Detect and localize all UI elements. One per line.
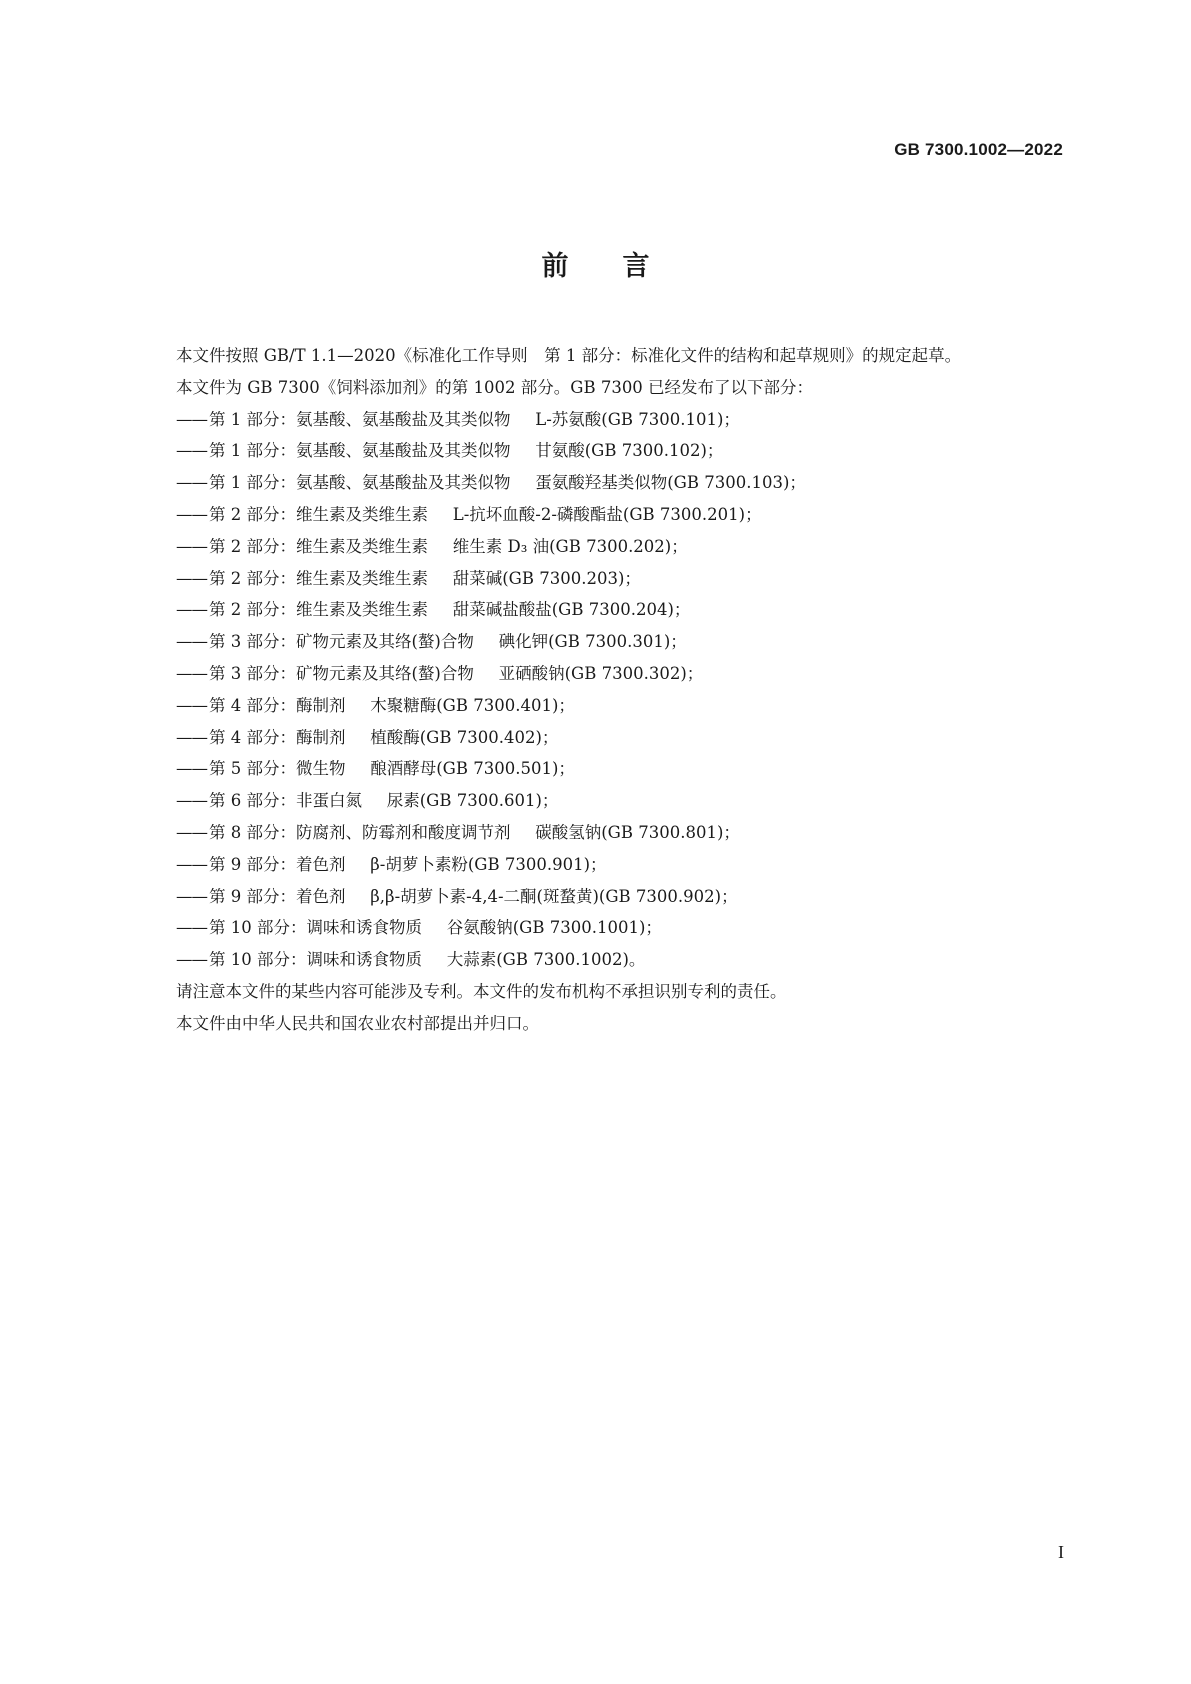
part-item: 尿素(GB 7300.601)； [386,791,559,811]
intro-paragraph-drafting-rules: 本文件按照 GB/T 1.1—2020《标准化工作导则 第 1 部分：标准化文件的结构和起草规则》的规定起草。 [176,346,962,365]
list-dash: —— [176,727,207,747]
part-item: 甜菜碱盐酸盐(GB 7300.204)； [452,600,691,620]
list-dash: —— [176,536,207,556]
part-item: 植酸酶(GB 7300.402)； [370,727,559,747]
list-item [143,944,1063,976]
part-item: 大蒜素(GB 7300.1002)。 [446,950,646,970]
part-heading: 第 1 部分：氨基酸、氨基酸盐及其类似物 [209,409,511,429]
part-heading: 第 1 部分：氨基酸、氨基酸盐及其类似物 [209,441,511,461]
list-item [143,690,1063,722]
list-dash: —— [176,600,207,620]
patent-notice: 请注意本文件的某些内容可能涉及专利。本文件的发布机构不承担识别专利的责任。 [176,981,787,1001]
part-heading: 第 2 部分：维生素及类维生素 [209,600,428,620]
part-heading: 第 10 部分：调味和诱食物质 [209,918,422,938]
part-item: 甜菜碱(GB 7300.203)； [452,568,641,588]
part-heading: 第 9 部分：着色剂 [209,886,346,906]
part-heading: 第 6 部分：非蛋白氮 [209,791,362,811]
part-heading: 第 4 部分：酶制剂 [209,727,346,747]
intro-paragraph-series-scope: 本文件为 GB 7300《饲料添加剂》的第 1002 部分。GB 7300 已经发布了以下部分： [176,377,814,397]
list-item [143,849,1063,881]
list-dash: —— [176,568,207,588]
list-dash: —— [176,854,207,874]
list-dash: —— [176,663,207,683]
list-item [143,499,1063,531]
part-heading: 第 10 部分：调味和诱食物质 [209,950,422,970]
list-item [143,753,1063,785]
part-heading: 第 8 部分：防腐剂、防霉剂和酸度调节剂 [209,822,511,842]
part-item: 谷氨酸钠(GB 7300.1001)； [446,918,662,938]
part-heading: 第 3 部分：矿物元素及其络(螯)合物 [209,663,474,683]
part-item: 甘氨酸(GB 7300.102)； [535,441,724,461]
list-dash: —— [176,950,207,970]
page-title: 前言 [541,251,704,282]
list-dash: —— [176,441,207,461]
part-item: β-胡萝卜素粉(GB 7300.901)； [370,854,607,874]
document-number: GB 7300.1002—2022 [894,140,1063,159]
part-heading: 第 4 部分：酶制剂 [209,695,346,715]
list-item [143,722,1063,754]
part-item: β,β-胡萝卜素-4,4-二酮(斑蝥黄)(GB 7300.902)； [370,886,738,906]
list-item [143,626,1063,658]
list-item [143,785,1063,817]
part-heading: 第 2 部分：维生素及类维生素 [209,536,428,556]
part-item: 亚硒酸钠(GB 7300.302)； [498,663,704,683]
list-dash: —— [176,409,207,429]
list-dash: —— [176,918,207,938]
published-parts-list [143,404,1063,976]
list-item [143,531,1063,563]
part-item: 碘化钾(GB 7300.301)； [498,632,687,652]
part-heading: 第 3 部分：矿物元素及其络(螯)合物 [209,632,474,652]
list-dash: —— [176,759,207,779]
list-item [143,563,1063,595]
preface-body [143,340,1063,1040]
page-number: I [1058,1542,1064,1562]
list-dash: —— [176,695,207,715]
part-item: 碳酸氢钠(GB 7300.801)； [535,822,740,842]
list-item [143,881,1063,913]
list-item [143,912,1063,944]
list-dash: —— [176,822,207,842]
proposer-statement: 本文件由中华人民共和国农业农村部提出并归口。 [176,1013,539,1033]
list-item [143,435,1063,467]
part-heading: 第 1 部分：氨基酸、氨基酸盐及其类似物 [209,473,511,493]
list-dash: —— [176,791,207,811]
part-item: L-苏氨酸(GB 7300.101)； [535,409,740,429]
list-item [143,404,1063,436]
list-dash: —— [176,886,207,906]
list-dash: —— [176,473,207,493]
part-item: L-抗坏血酸-2-磷酸酯盐(GB 7300.201)； [452,504,762,524]
list-item [143,594,1063,626]
list-item [143,467,1063,499]
part-item: 蛋氨酸羟基类似物(GB 7300.103)； [535,473,806,493]
part-item: 木聚糖酶(GB 7300.401)； [370,695,575,715]
part-heading: 第 9 部分：着色剂 [209,854,346,874]
part-heading: 第 2 部分：维生素及类维生素 [209,568,428,588]
list-item [143,658,1063,690]
list-dash: —— [176,504,207,524]
part-heading: 第 2 部分：维生素及类维生素 [209,504,428,524]
list-item [143,817,1063,849]
part-heading: 第 5 部分：微生物 [209,759,346,779]
part-item: 维生素 D₃ 油(GB 7300.202)； [452,536,688,556]
list-dash: —— [176,632,207,652]
part-item: 酿酒酵母(GB 7300.501)； [370,759,575,779]
